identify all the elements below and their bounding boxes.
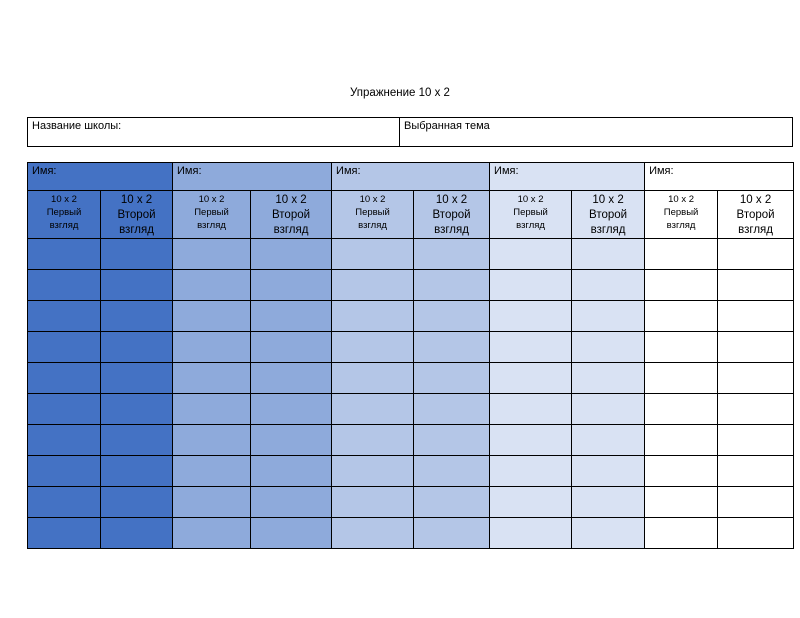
- second-look-label: Второй: [272, 209, 311, 221]
- second-look-cell[interactable]: [414, 518, 490, 549]
- table-row: [28, 425, 794, 456]
- second-look-cell[interactable]: [101, 425, 173, 456]
- second-look-cell[interactable]: [572, 363, 645, 394]
- first-look-cell[interactable]: [490, 487, 572, 518]
- first-look-label: Первый: [513, 207, 548, 218]
- first-look-label: Первый: [355, 207, 390, 218]
- second-look-cell[interactable]: [101, 332, 173, 363]
- name-cell-3[interactable]: [332, 163, 490, 191]
- first-look-header: [645, 191, 718, 239]
- first-look-cell[interactable]: [332, 425, 414, 456]
- second-look-label: Второй: [736, 209, 775, 221]
- second-look-cell[interactable]: [414, 332, 490, 363]
- first-look-cell[interactable]: [332, 239, 414, 270]
- first-look-label: Первый: [663, 207, 699, 218]
- second-look-cell[interactable]: [251, 456, 332, 487]
- first-look-cell[interactable]: [645, 394, 718, 425]
- second-look-count: 10 x 2: [275, 194, 307, 206]
- second-look-cell[interactable]: [101, 363, 173, 394]
- first-look-cell[interactable]: [332, 456, 414, 487]
- second-look-cell[interactable]: [101, 301, 173, 332]
- first-look-cell[interactable]: [490, 425, 572, 456]
- first-look-cell[interactable]: [173, 363, 251, 394]
- first-look-cell[interactable]: [645, 270, 718, 301]
- school-topic-table: [27, 117, 793, 147]
- first-look-cell[interactable]: [332, 518, 414, 549]
- first-look-cell[interactable]: [173, 487, 251, 518]
- school-name-cell[interactable]: [28, 118, 400, 146]
- first-look-cell[interactable]: [173, 394, 251, 425]
- first-look-cell[interactable]: [28, 425, 101, 456]
- first-look-cell[interactable]: [28, 301, 101, 332]
- second-look-cell[interactable]: [101, 239, 173, 270]
- first-look-cell[interactable]: [645, 332, 718, 363]
- first-look-count: 10 x 2: [359, 194, 386, 205]
- first-look-cell[interactable]: [490, 239, 572, 270]
- second-look-cell[interactable]: [251, 239, 332, 270]
- table-row: [28, 518, 794, 549]
- second-look-cell[interactable]: [414, 456, 490, 487]
- first-look-label2: взгляд: [516, 220, 545, 231]
- second-look-label2: взгляд: [273, 224, 309, 236]
- first-look-cell[interactable]: [645, 518, 718, 549]
- second-look-cell[interactable]: [414, 363, 490, 394]
- second-look-cell[interactable]: [718, 394, 794, 425]
- first-look-cell[interactable]: [173, 332, 251, 363]
- second-look-cell[interactable]: [572, 518, 645, 549]
- second-look-header: [572, 191, 645, 239]
- table-row: [28, 487, 794, 518]
- second-look-label2: взгляд: [119, 224, 154, 236]
- first-look-cell[interactable]: [490, 394, 572, 425]
- table-row: [28, 301, 794, 332]
- first-look-count: 10 x 2: [198, 194, 225, 205]
- second-look-cell[interactable]: [251, 394, 332, 425]
- first-look-header: [173, 191, 251, 239]
- second-look-count: 10 x 2: [739, 194, 772, 206]
- name-cell-2[interactable]: [173, 163, 332, 191]
- second-look-cell[interactable]: [718, 239, 794, 270]
- first-look-cell[interactable]: [28, 456, 101, 487]
- first-look-cell[interactable]: [645, 301, 718, 332]
- table-row: [28, 394, 794, 425]
- first-look-cell[interactable]: [173, 239, 251, 270]
- second-look-cell[interactable]: [101, 456, 173, 487]
- second-look-cell[interactable]: [251, 301, 332, 332]
- second-look-label: Второй: [589, 209, 628, 221]
- first-look-cell[interactable]: [28, 270, 101, 301]
- first-look-label: Первый: [46, 207, 82, 218]
- second-look-cell[interactable]: [414, 301, 490, 332]
- first-look-label2: взгляд: [358, 220, 387, 231]
- first-look-cell[interactable]: [332, 363, 414, 394]
- first-look-label2: взгляд: [197, 220, 226, 231]
- table-row: [28, 456, 794, 487]
- second-look-count: 10 x 2: [120, 194, 153, 206]
- second-look-label2: взгляд: [434, 224, 469, 236]
- name-label: Имя:: [177, 165, 202, 177]
- second-look-cell[interactable]: [572, 239, 645, 270]
- first-look-cell[interactable]: [645, 487, 718, 518]
- first-look-cell[interactable]: [645, 425, 718, 456]
- first-look-cell[interactable]: [28, 487, 101, 518]
- first-look-cell[interactable]: [332, 332, 414, 363]
- first-look-cell[interactable]: [490, 270, 572, 301]
- second-look-cell[interactable]: [101, 270, 173, 301]
- first-look-cell[interactable]: [332, 487, 414, 518]
- second-look-label: Второй: [117, 209, 156, 221]
- first-look-cell[interactable]: [490, 301, 572, 332]
- first-look-cell[interactable]: [490, 363, 572, 394]
- first-look-cell[interactable]: [28, 239, 101, 270]
- first-look-cell[interactable]: [490, 332, 572, 363]
- second-look-cell[interactable]: [718, 487, 794, 518]
- first-look-count: 10 x 2: [517, 194, 544, 205]
- table-row: [28, 332, 794, 363]
- second-look-header: [718, 191, 794, 239]
- second-look-cell[interactable]: [572, 487, 645, 518]
- first-look-cell[interactable]: [332, 301, 414, 332]
- second-look-cell[interactable]: [572, 394, 645, 425]
- first-look-header: [332, 191, 414, 239]
- data-rows: [28, 239, 794, 549]
- first-look-count: 10 x 2: [51, 194, 77, 205]
- name-label: Имя:: [649, 165, 674, 177]
- second-look-cell[interactable]: [101, 394, 173, 425]
- first-look-cell[interactable]: [173, 301, 251, 332]
- second-look-cell[interactable]: [251, 270, 332, 301]
- first-look-label2: взгляд: [49, 220, 79, 231]
- name-cell-1[interactable]: [28, 163, 173, 191]
- second-look-cell[interactable]: [572, 301, 645, 332]
- second-look-cell[interactable]: [251, 425, 332, 456]
- first-look-cell[interactable]: [173, 425, 251, 456]
- first-look-cell[interactable]: [332, 394, 414, 425]
- first-look-cell[interactable]: [332, 270, 414, 301]
- first-look-cell[interactable]: [490, 518, 572, 549]
- second-look-cell[interactable]: [572, 270, 645, 301]
- second-look-count: 10 x 2: [435, 194, 468, 206]
- chosen-topic-label: Выбранная тема: [404, 120, 490, 132]
- name-cell-4[interactable]: [490, 163, 645, 191]
- second-look-cell[interactable]: [414, 239, 490, 270]
- second-look-header: [414, 191, 490, 239]
- second-look-cell[interactable]: [251, 332, 332, 363]
- name-label: Имя:: [336, 165, 361, 177]
- first-look-cell[interactable]: [173, 270, 251, 301]
- first-look-cell[interactable]: [173, 518, 251, 549]
- second-look-cell[interactable]: [572, 332, 645, 363]
- name-cell-5[interactable]: [645, 163, 794, 191]
- name-label: Имя:: [32, 165, 57, 177]
- first-look-label2: взгляд: [666, 220, 696, 231]
- name-label: Имя:: [494, 165, 519, 177]
- first-look-cell[interactable]: [28, 518, 101, 549]
- table-row: [28, 363, 794, 394]
- second-look-cell[interactable]: [414, 425, 490, 456]
- page-title: Упражнение 10 x 2: [350, 87, 450, 99]
- second-look-cell[interactable]: [718, 270, 794, 301]
- first-look-cell[interactable]: [645, 363, 718, 394]
- second-look-cell[interactable]: [718, 363, 794, 394]
- first-look-cell[interactable]: [490, 456, 572, 487]
- first-look-cell[interactable]: [28, 394, 101, 425]
- second-look-cell[interactable]: [251, 518, 332, 549]
- second-look-header: [101, 191, 173, 239]
- second-look-label2: взгляд: [590, 224, 626, 236]
- first-look-cell[interactable]: [645, 239, 718, 270]
- first-look-label: Первый: [194, 207, 229, 218]
- second-look-count: 10 x 2: [592, 194, 624, 206]
- exercise-grid: [27, 162, 794, 549]
- first-look-cell[interactable]: [645, 456, 718, 487]
- second-look-cell[interactable]: [414, 394, 490, 425]
- first-look-cell[interactable]: [173, 456, 251, 487]
- second-look-cell[interactable]: [572, 456, 645, 487]
- first-look-cell[interactable]: [28, 332, 101, 363]
- first-look-count: 10 x 2: [668, 194, 694, 205]
- second-look-header: [251, 191, 332, 239]
- second-look-cell[interactable]: [251, 363, 332, 394]
- second-look-cell[interactable]: [414, 270, 490, 301]
- first-look-header: [28, 191, 101, 239]
- second-look-cell[interactable]: [251, 487, 332, 518]
- chosen-topic-cell[interactable]: [400, 118, 792, 146]
- second-look-cell[interactable]: [572, 425, 645, 456]
- school-name-label: Название школы:: [32, 120, 122, 132]
- second-look-cell[interactable]: [101, 518, 173, 549]
- table-row: [28, 239, 794, 270]
- first-look-cell[interactable]: [28, 363, 101, 394]
- second-look-cell[interactable]: [101, 487, 173, 518]
- second-look-cell[interactable]: [718, 301, 794, 332]
- second-look-label: Второй: [432, 209, 471, 221]
- second-look-label2: взгляд: [738, 224, 773, 236]
- first-look-header: [490, 191, 572, 239]
- table-row: [28, 270, 794, 301]
- second-look-cell[interactable]: [718, 332, 794, 363]
- second-look-cell[interactable]: [718, 518, 794, 549]
- second-look-cell[interactable]: [718, 425, 794, 456]
- second-look-cell[interactable]: [718, 456, 794, 487]
- second-look-cell[interactable]: [414, 487, 490, 518]
